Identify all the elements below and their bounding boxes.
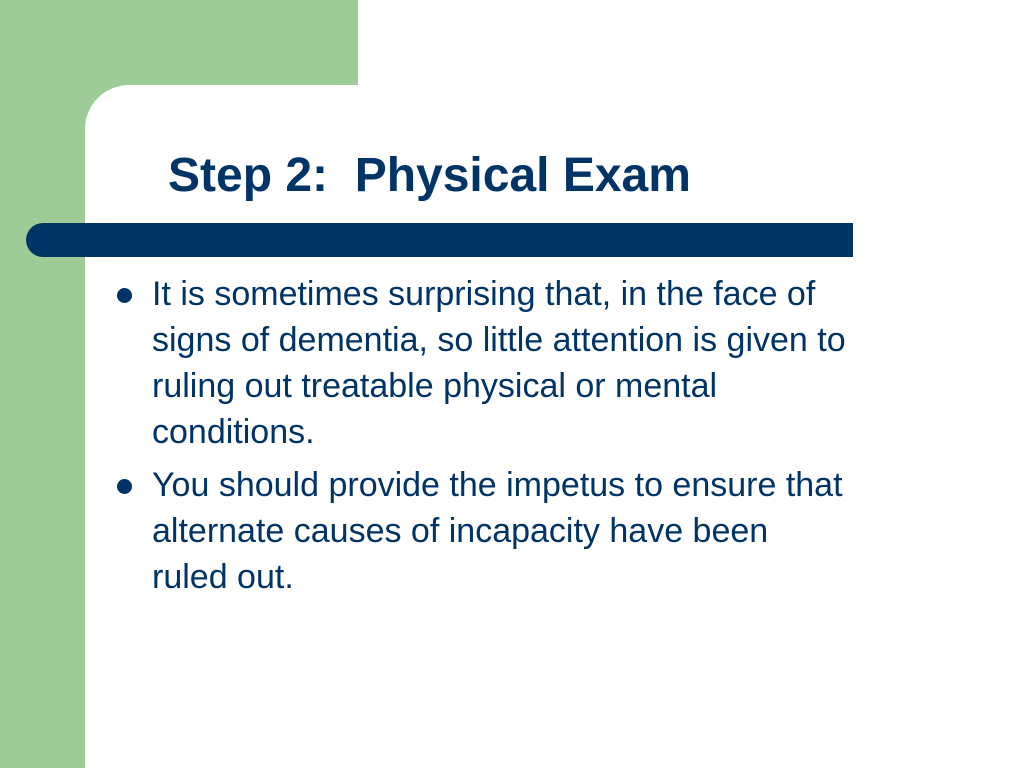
bullet-dot-icon — [117, 479, 132, 494]
bullet-text-1: It is sometimes surprising that, in the face of signs of dementia, so little attention is given to ruling out treatable physical or mental conditions. — [152, 275, 846, 451]
title-underline-bar — [26, 223, 853, 257]
bullet-item-2 — [110, 462, 850, 600]
bullet-text-2: You should provide the impetus to ensure that alternate causes of incapacity have been ruled out. — [152, 466, 843, 596]
bullet-list — [110, 271, 850, 607]
bullet-dot-icon — [117, 288, 132, 303]
bullet-item-1 — [110, 271, 850, 455]
slide-title: Step 2: Physical Exam — [168, 149, 691, 202]
